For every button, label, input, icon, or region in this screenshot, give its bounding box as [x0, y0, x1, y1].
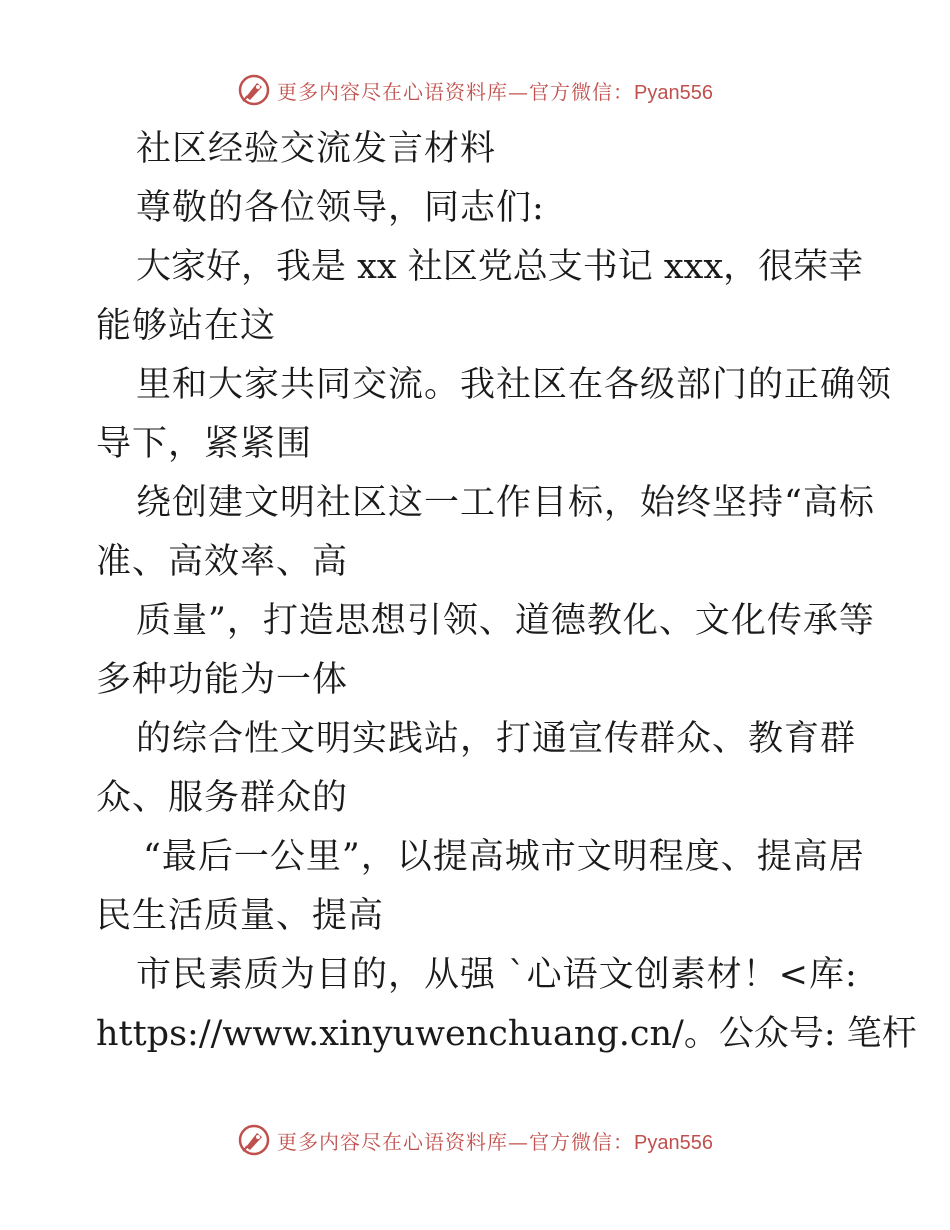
body-line: “最后一公里”，以提高城市文明程度、提高居	[143, 837, 865, 877]
body-line: 多种功能为一体	[96, 660, 349, 700]
body-line: 准、高效率、高	[96, 542, 349, 582]
page-header	[0, 70, 950, 110]
document-title: 社区经验交流发言材料	[136, 129, 497, 169]
body-line: 民生活质量、提高	[96, 896, 385, 936]
body-line-url: https://www.xinyuwenchuang.cn/。公众号: 笔杆	[96, 1014, 917, 1054]
watermark-text: 更多内容尽在心语资料库—官方微信：Pyan556	[277, 79, 713, 104]
body-line: 质量”，打造思想引领、道德教化、文化传承等	[136, 601, 875, 641]
body-line: 能够站在这	[96, 306, 277, 346]
body-line: 众、服务群众的	[96, 778, 349, 818]
body-line: 导下，紧紧围	[96, 424, 313, 464]
pen-nib-logo-icon	[237, 73, 271, 107]
watermark-text: 更多内容尽在心语资料库—官方微信：Pyan556	[277, 1129, 713, 1154]
pen-nib-logo-icon	[237, 1123, 271, 1157]
body-line: 大家好，我是 xx 社区党总支书记 xxx，很荣幸	[136, 247, 864, 287]
salutation: 尊敬的各位领导，同志们:	[136, 188, 545, 228]
watermark-banner	[237, 1123, 713, 1157]
body-line: 市民素质为目的，从强 `心语文创素材！<库:	[136, 955, 858, 995]
page-footer	[0, 1120, 950, 1160]
body-line: 里和大家共同交流。我社区在各级部门的正确领	[136, 365, 893, 405]
document-body	[96, 120, 917, 1064]
body-line: 的综合性文明实践站，打通宣传群众、教育群	[136, 719, 857, 759]
watermark-banner	[237, 73, 713, 107]
body-line: 绕创建文明社区这一工作目标，始终坚持“高标	[136, 483, 875, 523]
